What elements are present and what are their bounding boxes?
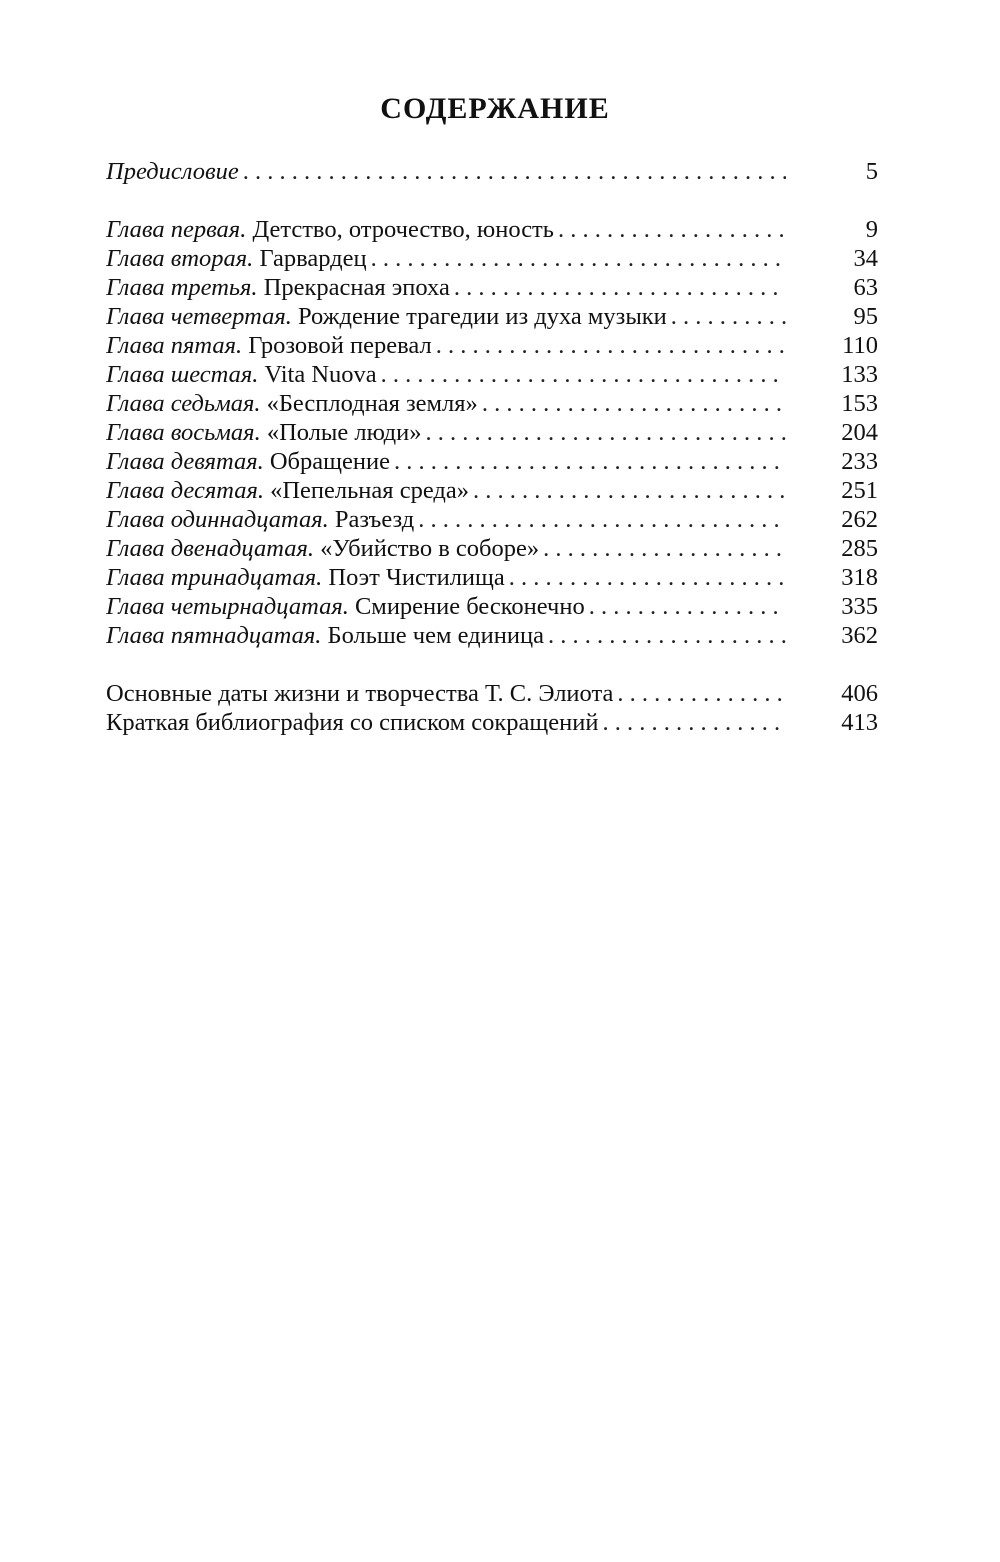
toc-entry-lead: Глава десятая.	[106, 477, 264, 504]
toc-entry-label	[106, 157, 239, 186]
toc-entry-page-number: 285	[841, 535, 878, 562]
dot-leader	[371, 244, 786, 273]
toc-entry-label	[106, 679, 613, 708]
toc-entry-title: Смирение бесконечно	[348, 593, 585, 620]
toc-entry-title: Обращение	[263, 448, 390, 475]
toc-entry-page-number: 233	[841, 448, 878, 475]
toc-entry-title: Vita Nuova	[258, 361, 377, 388]
dot-leader	[671, 302, 786, 331]
toc-entry-title: «Пепельная среда»	[263, 477, 469, 504]
toc-group	[106, 157, 878, 215]
toc-entry-label	[106, 273, 450, 302]
toc-entry[interactable]	[106, 331, 878, 360]
table-of-contents	[106, 157, 878, 737]
toc-entry-lead: Глава пятнадцатая.	[106, 622, 322, 649]
toc-entry-page-number: 63	[853, 274, 878, 301]
dot-leader	[548, 621, 786, 650]
toc-entry[interactable]	[106, 708, 878, 737]
toc-entry-lead: Глава первая.	[106, 216, 247, 243]
toc-entry-label	[106, 389, 478, 418]
toc-entry-page-number: 133	[841, 361, 878, 388]
toc-entry-lead: Глава третья.	[106, 274, 258, 301]
toc-entry-lead: Глава двенадцатая.	[106, 535, 314, 562]
dot-leader	[243, 157, 786, 186]
dot-leader	[473, 476, 786, 505]
toc-group	[106, 215, 878, 679]
dot-leader	[418, 505, 786, 534]
toc-entry-page-number: 110	[842, 332, 878, 359]
toc-entry-page-number: 362	[841, 622, 878, 649]
toc-entry-label	[106, 360, 377, 389]
toc-entry-title: Основные даты жизни и творчества Т. С. Элиота	[106, 680, 614, 707]
toc-entry-title: Поэт Чистилища	[322, 564, 505, 591]
dot-leader	[602, 708, 786, 737]
toc-entry-page-number: 406	[841, 680, 878, 707]
toc-entry-title: «Полые люди»	[260, 419, 422, 446]
toc-entry-title: Грозовой перевал	[242, 332, 432, 359]
dot-leader	[482, 389, 786, 418]
toc-entry[interactable]	[106, 505, 878, 534]
dot-leader	[558, 215, 786, 244]
toc-entry-title: Больше чем единица	[321, 622, 544, 649]
toc-entry-lead: Глава восьмая.	[106, 419, 261, 446]
toc-entry-label	[106, 215, 554, 244]
toc-entry[interactable]	[106, 273, 878, 302]
toc-entry-title: Прекрасная эпоха	[257, 274, 450, 301]
dot-leader	[589, 592, 786, 621]
toc-entry[interactable]	[106, 389, 878, 418]
toc-entry-label	[106, 621, 544, 650]
toc-entry-label	[106, 563, 505, 592]
toc-entry-title: «Бесплодная земля»	[260, 390, 478, 417]
toc-entry-label	[106, 302, 667, 331]
dot-leader	[543, 534, 786, 563]
page-title: СОДЕРЖАНИЕ	[380, 92, 610, 125]
toc-entry-label	[106, 447, 390, 476]
toc-entry-title: Краткая библиография со списком сокращений	[106, 709, 599, 736]
toc-entry-label	[106, 505, 414, 534]
toc-entry-lead: Глава седьмая.	[106, 390, 261, 417]
dot-leader	[426, 418, 787, 447]
toc-entry-lead: Глава тринадцатая.	[106, 564, 323, 591]
toc-entry-label	[106, 534, 539, 563]
toc-entry[interactable]	[106, 302, 878, 331]
toc-entry-page-number: 95	[853, 303, 878, 330]
toc-entry-title: Разъезд	[328, 506, 415, 533]
toc-entry[interactable]	[106, 476, 878, 505]
toc-entry-lead: Предисловие	[106, 158, 239, 185]
toc-entry-lead: Глава вторая.	[106, 245, 254, 272]
toc-entry[interactable]	[106, 679, 878, 708]
toc-entry-title: Рождение трагедии из духа музыки	[291, 303, 667, 330]
dot-leader	[617, 679, 786, 708]
dot-leader	[394, 447, 786, 476]
toc-entry-page-number: 262	[841, 506, 878, 533]
toc-entry-page-number: 335	[841, 593, 878, 620]
toc-entry[interactable]	[106, 360, 878, 389]
toc-entry[interactable]	[106, 418, 878, 447]
toc-entry-label	[106, 418, 422, 447]
toc-entry-label	[106, 708, 598, 737]
toc-entry[interactable]	[106, 563, 878, 592]
toc-entry-lead: Глава одиннадцатая.	[106, 506, 329, 533]
toc-entry-lead: Глава четвертая.	[106, 303, 292, 330]
toc-entry-label	[106, 476, 469, 505]
dot-leader	[454, 273, 786, 302]
toc-entry[interactable]	[106, 592, 878, 621]
toc-entry-page-number: 34	[853, 245, 878, 272]
toc-entry-label	[106, 331, 432, 360]
toc-entry-page-number: 5	[865, 158, 878, 185]
toc-entry-page-number: 413	[841, 709, 878, 736]
toc-entry-page-number: 153	[841, 390, 878, 417]
toc-entry-page-number: 9	[865, 216, 878, 243]
toc-entry-lead: Глава пятая.	[106, 332, 243, 359]
toc-entry[interactable]	[106, 157, 878, 186]
toc-entry-label	[106, 244, 367, 273]
toc-entry-page-number: 204	[841, 419, 878, 446]
toc-entry-title: Гарвардец	[253, 245, 367, 272]
toc-entry-page-number: 318	[841, 564, 878, 591]
dot-leader	[509, 563, 786, 592]
dot-leader	[381, 360, 786, 389]
toc-entry-lead: Глава шестая.	[106, 361, 259, 388]
toc-group	[106, 679, 878, 737]
dot-leader	[436, 331, 786, 360]
toc-entry-label	[106, 592, 585, 621]
toc-entry-lead: Глава девятая.	[106, 448, 264, 475]
toc-entry-title: Детство, отрочество, юность	[246, 216, 554, 243]
toc-entry[interactable]	[106, 447, 878, 476]
toc-entry-lead: Глава четырнадцатая.	[106, 593, 349, 620]
toc-entry[interactable]	[106, 534, 878, 563]
toc-entry[interactable]	[106, 215, 878, 244]
toc-entry[interactable]	[106, 244, 878, 273]
toc-entry-page-number: 251	[841, 477, 878, 504]
toc-entry-title: «Убийство в соборе»	[313, 535, 540, 562]
toc-entry[interactable]	[106, 621, 878, 650]
